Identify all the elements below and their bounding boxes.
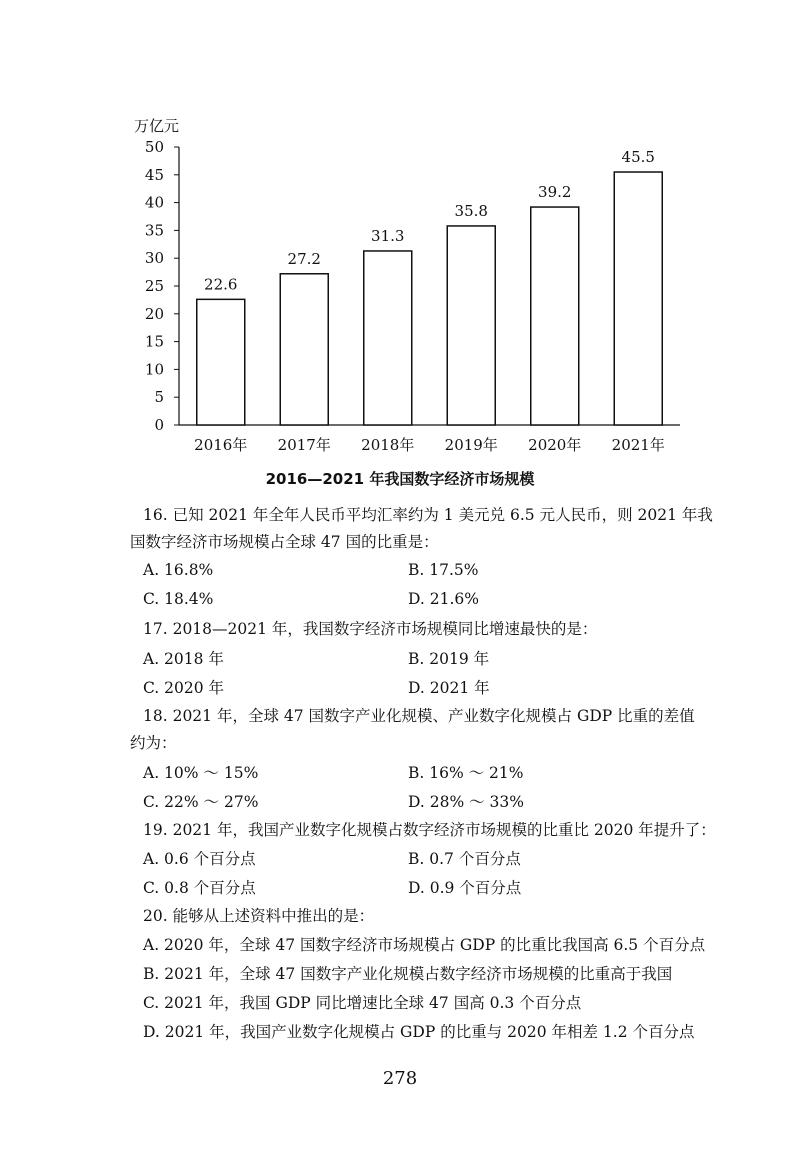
bar: [364, 251, 412, 425]
x-tick-label: 2017年: [277, 436, 331, 454]
q16-option-b: B. 17.5%: [408, 561, 479, 579]
q19-option-a: A. 0.6 个百分点: [143, 850, 256, 868]
bar-value-label: 35.8: [454, 201, 488, 220]
bar-value-label: 31.3: [371, 226, 405, 245]
bar-value-label: 22.6: [204, 275, 238, 294]
bar: [280, 274, 328, 425]
q20-option-d: D. 2021 年，我国产业数字化规模占 GDP 的比重与 2020 年相差 1.2 个百分点: [143, 1023, 695, 1041]
q20-option-b: B. 2021 年，全球 47 国数字产业化规模占数字经济市场规模的比重高于我国: [143, 965, 673, 983]
q17-stem: 17. 2018—2021 年，我国数字经济市场规模同比增速最快的是：: [143, 620, 598, 638]
q16-option-c: C. 18.4%: [143, 590, 214, 608]
y-tick-label: 5: [154, 388, 164, 407]
y-tick-label: 0: [154, 416, 164, 434]
q20-option-a: A. 2020 年，全球 47 国数字经济市场规模占 GDP 的比重比我国高 6.5 个百分点: [143, 936, 706, 954]
q16-stem-line2: 国数字经济市场规模占全球 47 国的比重是：: [130, 533, 439, 551]
q20-stem: 20. 能够从上述资料中推出的是：: [143, 907, 375, 925]
x-tick-label: 2021年: [611, 436, 665, 454]
q19-stem: 19. 2021 年，我国产业数字化规模占数字经济市场规模的比重比 2020 年提升了：: [143, 821, 716, 839]
q18-option-b: B. 16% ～ 21%: [408, 764, 524, 782]
y-tick-label: 30: [144, 249, 164, 268]
y-axis-unit-label: 万亿元: [134, 117, 180, 135]
q18-option-d: D. 28% ～ 33%: [408, 793, 524, 811]
q18-stem-line1: 18. 2021 年，全球 47 国数字产业化规模、产业数字化规模占 GDP 比重的差值: [143, 707, 695, 725]
bar: [531, 207, 579, 425]
q18-option-c: C. 22% ～ 27%: [143, 793, 259, 811]
bar-value-label: 39.2: [538, 183, 572, 202]
q16-option-d: D. 21.6%: [408, 590, 479, 608]
bar: [197, 299, 245, 425]
bar: [447, 226, 495, 425]
q19-option-c: C. 0.8 个百分点: [143, 879, 256, 897]
bar-value-label: 27.2: [287, 249, 321, 268]
y-tick-label: 35: [144, 221, 164, 240]
q16-stem-line1: 16. 已知 2021 年全年人民币平均汇率约为 1 美元兑 6.5 元人民币，则 2021 年我: [143, 506, 713, 524]
page-number: 278: [382, 1068, 418, 1089]
q17-option-d: D. 2021 年: [408, 679, 490, 697]
q16-option-a: A. 16.8%: [143, 561, 214, 579]
y-tick-label: 25: [144, 277, 164, 295]
y-tick-label: 40: [144, 193, 164, 212]
x-tick-label: 2016年: [194, 436, 248, 454]
q19-option-b: B. 0.7 个百分点: [408, 850, 521, 868]
bar-chart: [0, 0, 800, 470]
x-tick-label: 2018年: [361, 436, 415, 454]
q17-option-b: B. 2019 年: [408, 650, 490, 668]
y-tick-label: 15: [144, 332, 164, 351]
chart-title: 2016—2021 年我国数字经济市场规模: [265, 470, 535, 488]
y-tick-label: 50: [144, 138, 164, 156]
x-tick-label: 2019年: [444, 436, 498, 454]
bar: [614, 172, 662, 425]
q18-option-a: A. 10% ～ 15%: [143, 764, 259, 782]
q20-option-c: C. 2021 年，我国 GDP 同比增速比全球 47 国高 0.3 个百分点: [143, 994, 582, 1012]
q19-option-d: D. 0.9 个百分点: [408, 879, 522, 897]
x-tick-label: 2020年: [528, 436, 582, 454]
bar-value-label: 45.5: [621, 148, 655, 167]
y-tick-label: 45: [144, 165, 164, 184]
y-tick-label: 10: [144, 360, 164, 379]
q17-option-c: C. 2020 年: [143, 679, 225, 697]
y-tick-label: 20: [144, 304, 164, 323]
q17-option-a: A. 2018 年: [143, 650, 224, 668]
q18-stem-line2: 约为：: [130, 734, 177, 752]
